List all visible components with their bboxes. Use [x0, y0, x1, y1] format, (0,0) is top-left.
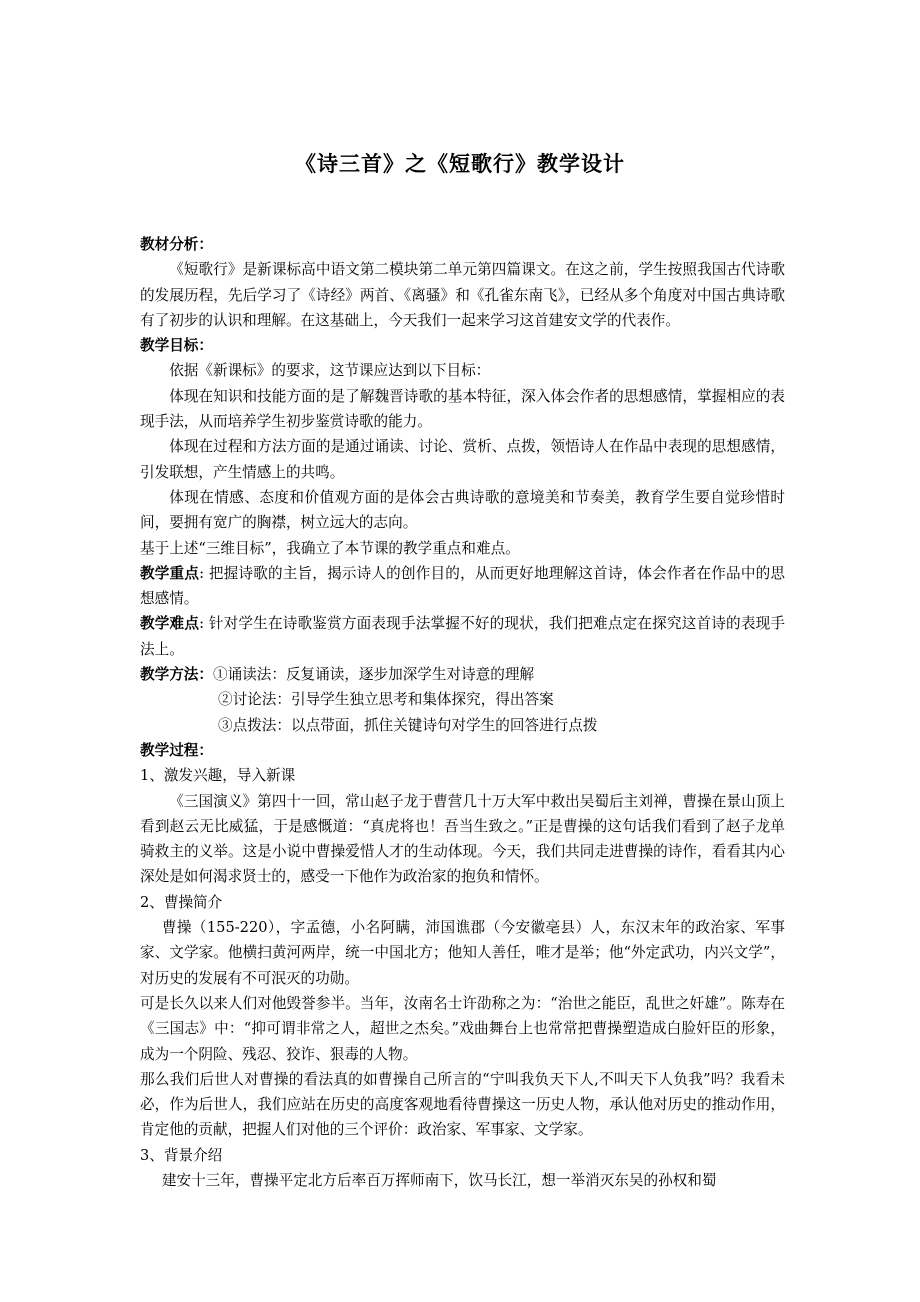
step3-title: 3、背景介绍: [140, 1146, 223, 1164]
goals-heading: 教学目标：: [140, 337, 213, 355]
methods-paragraph: [140, 662, 785, 687]
step2-title: 2、曹操简介: [140, 893, 223, 911]
step2-paragraph-3: 那么我们后世人对曹操的看法真的如曹操自己所言的“宁叫我负天下人,不叫天下人负我”吗？我看未必，作为后世人，我们应站在历史的高度客观地看待曹操这一历史人物，承认他对历史的推动作用，肯定他的贡献，把握人们对他的三个评价：政治家、军事家、文学家。: [140, 1070, 785, 1139]
step1-paragraph: 《三国演义》第四十一回，常山赵子龙于曹营几十万大军中救出吴蜀后主刘禅，曹操在景山顶上看到赵云无比威猛，于是感慨道：“真虎将也！吾当生致之。”正是曹操的这句话我们看到了赵子龙单骑救主的义举。这是小说中曹操爱惜人才的生动体现。今天，我们共同走进曹操的诗作，看看其内心深处是如何渴求贤士的，感受一下他作为政治家的抱负和情怀。: [140, 792, 785, 886]
step3-paragraph: 建安十三年，曹操平定北方后率百万挥师南下，饮马长江，想一举消灭东吴的孙权和蜀: [161, 1171, 717, 1189]
method-1: ①诵读法：反复诵读，逐步加深学生对诗意的理解: [212, 666, 535, 684]
process-heading: 教学过程：: [140, 741, 213, 759]
focus-paragraph: [140, 561, 785, 612]
step1-title: 1、激发兴趣，导入新课: [140, 767, 296, 785]
methods-label: 教学方法：: [140, 666, 213, 684]
goals-paragraph-4: 体现在情感、态度和价值观方面的是体会古典诗歌的意境美和节奏美，教育学生要自觉珍惜时间，要拥有宽广的胸襟，树立远大的志向。: [140, 488, 785, 532]
focus-text: : 把握诗歌的主旨，揭示诗人的创作目的，从而更好地理解这首诗，体会作者在作品中的思想感情。: [140, 564, 785, 608]
step2-paragraph-1: 曹操（155-220），字孟德，小名阿瞒，沛国谯郡（今安徽亳县）人，东汉末年的政治家、军事家、文学家。他横扫黄河两岸，统一中国北方；他知人善任，唯才是举；他“外定武功，内兴文学”，对历史的发展有不可泯灭的功勋。: [140, 919, 785, 987]
method-2: ②讨论法：引导学生独立思考和集体探究，得出答案: [218, 691, 554, 709]
document-body: [140, 232, 785, 1193]
goals-paragraph-1: 依据《新课标》的要求，这节课应达到以下目标：: [169, 362, 491, 380]
analysis-heading: 教材分析：: [140, 236, 213, 253]
method-3: ③点拨法：以点带面，抓住关键诗句对学生的回答进行点拨: [218, 716, 598, 734]
difficulty-label: 教学难点: [140, 615, 200, 633]
analysis-paragraph: 《短歌行》是新课标高中语文第二模块第二单元第四篇课文。在这之前，学生按照我国古代诗歌的发展历程，先后学习了《诗经》两首、《离骚》和《孔雀东南飞》，已经从多个角度对中国古典诗歌有了初步的认识和理解。在这基础上，今天我们一起来学习这首建安文学的代表作。: [140, 261, 785, 329]
difficulty-text: : 针对学生在诗歌鉴赏方面表现手法掌握不好的现状，我们把难点定在探究这首诗的表现手法上。: [140, 615, 785, 658]
goals-paragraph-3: 体现在过程和方法方面的是通过诵读、讨论、赏析、点拨，领悟诗人在作品中表现的思想感情，引发联想，产生情感上的共鸣。: [140, 438, 785, 481]
focus-label: 教学重点: [140, 564, 200, 582]
difficulty-paragraph: [140, 611, 785, 662]
goals-paragraph-2: 体现在知识和技能方面的是了解魏晋诗歌的基本特征，深入体会作者的思想感情，掌握相应的表现手法，从而培养学生初步鉴赏诗歌的能力。: [140, 387, 785, 431]
goals-paragraph-5: 基于上述“三维目标”，我确立了本节课的教学重点和难点。: [140, 539, 520, 557]
document-title: 《诗三首》之《短歌行》教学设计: [295, 152, 625, 176]
step2-paragraph-2: 可是长久以来人们对他毁誉参半。当年，汝南名士许劭称之为：“治世之能臣，乱世之奸雄”。陈寿在《三国志》中：“抑可谓非常之人，超世之杰矣。”戏曲舞台上也常常把曹操塑造成白脸奸臣的形象，成为一个阴险、残忍、狡诈、狠毒的人物。: [140, 994, 785, 1063]
